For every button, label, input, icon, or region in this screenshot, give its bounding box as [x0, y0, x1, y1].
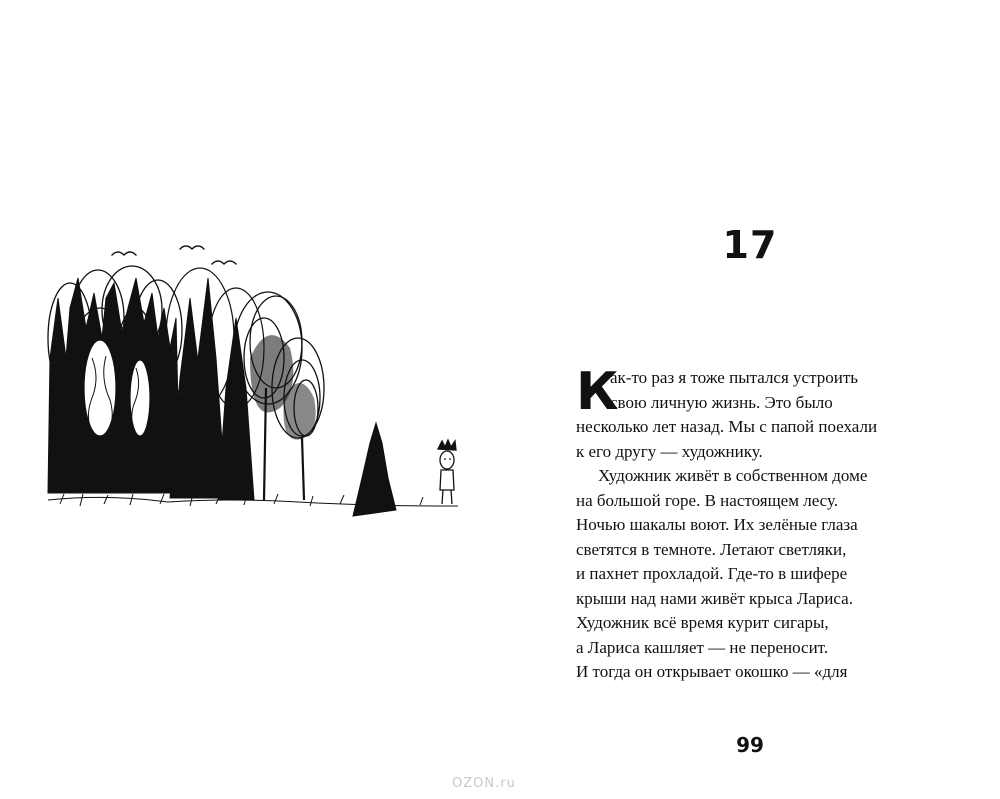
text-line: Ночью шакалы воют. Их зелёные глаза [576, 515, 858, 534]
text-line: И тогда он открывает окошко — «для [576, 662, 848, 681]
text-line: крыши над нами живёт крыса Лариса. [576, 588, 853, 608]
text-line: несколько лет назад. Мы с папой поехали [576, 417, 878, 436]
text-line: а Лариса кашляет — не переносит. [576, 637, 829, 657]
page-number: 99 [736, 733, 764, 757]
text-line: светятся в темноте. Летают светляки, [576, 539, 847, 559]
text-line: свою личную жизнь. Это было [610, 392, 833, 412]
text-line: к его другу — художнику. [576, 441, 763, 461]
watermark: OZON.ru [452, 776, 516, 791]
chapter-body [576, 362, 936, 685]
chapter-number: 17 [722, 223, 778, 267]
text-line: Художник всё время курит сигары, [576, 613, 829, 632]
text-line: Художник живёт в собственном доме [598, 466, 868, 485]
text-line: на большой горе. В настоящем лесу. [576, 490, 839, 510]
forest-sketch-icon [40, 238, 460, 528]
text-line: и пахнет прохладой. Где-то в шифере [576, 564, 848, 583]
drop-cap: К [576, 362, 619, 422]
text-line: ак-то раз я тоже пытался устроить [610, 368, 859, 387]
